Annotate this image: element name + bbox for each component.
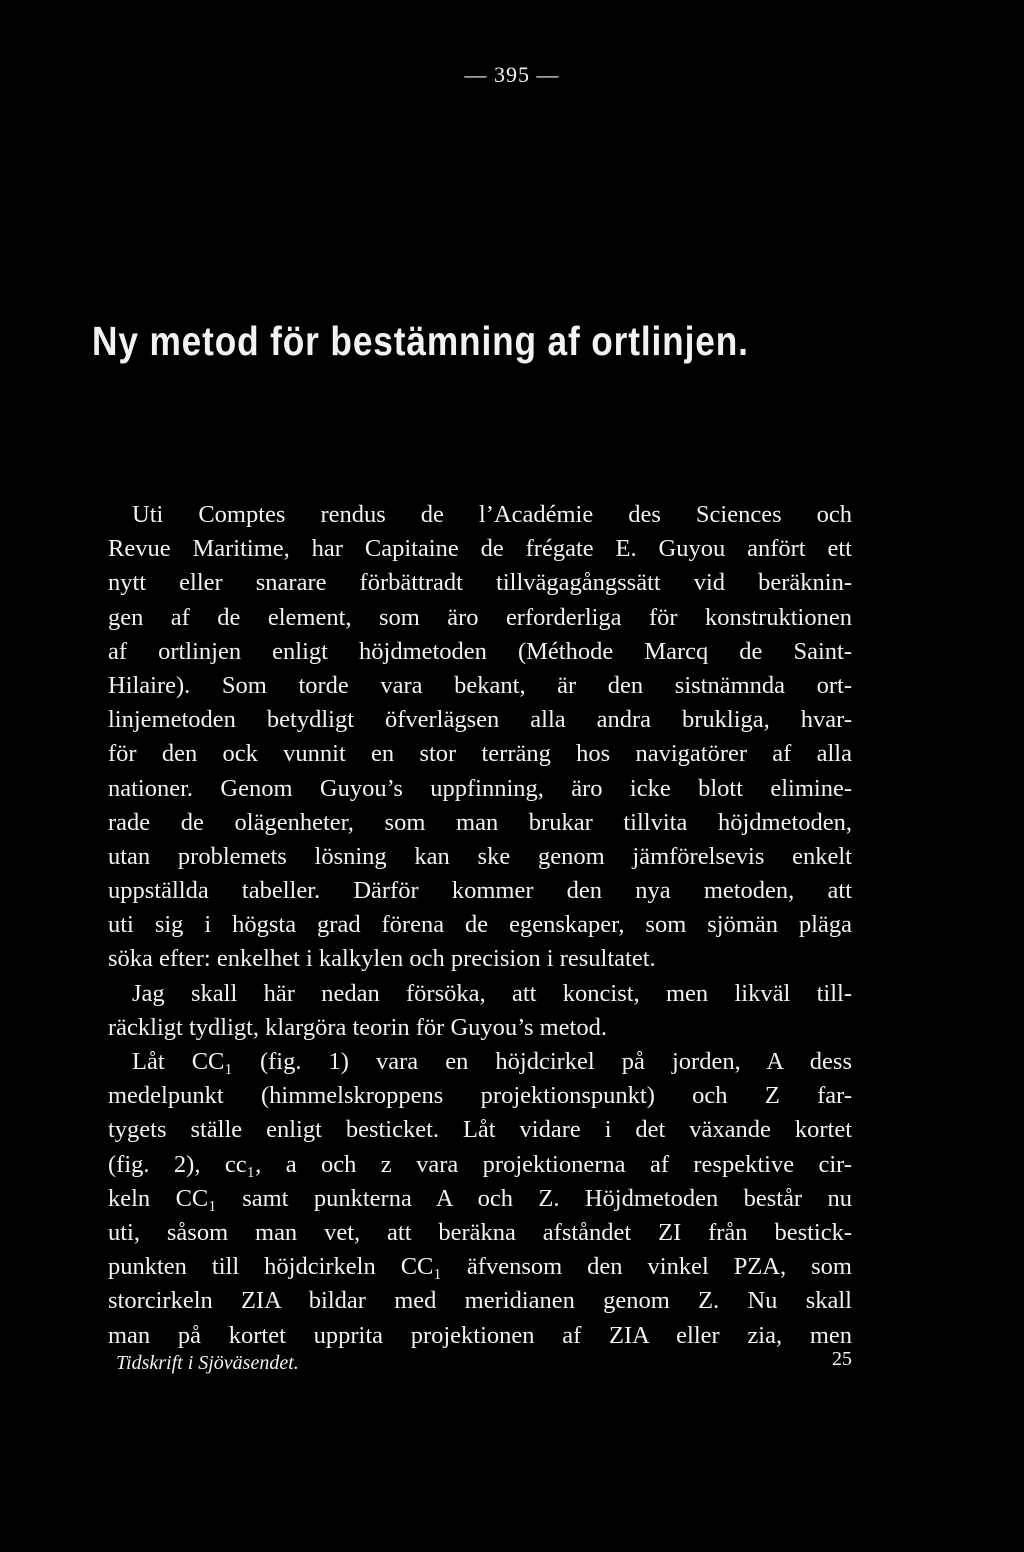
body-line: nytt eller snarare förbättradt tillvägagångssätt vid beräknin- <box>108 569 852 597</box>
sheet-number: 25 <box>832 1348 852 1370</box>
article-title: Ny metod för bestämning af ortlinjen. <box>92 318 749 364</box>
body-line: punkten till höjdcirkeln CC₁ äfvensom den vinkel PZA, som <box>108 1253 852 1281</box>
body-line: Låt CC₁ (fig. 1) vara en höjdcirkel på jorden, A dess <box>132 1048 852 1075</box>
body-line: gen af de element, som äro erforderliga för konstruktionen <box>108 603 852 631</box>
body-line: man på kortet upprita projektionen af ZIA eller zia, men <box>108 1321 852 1349</box>
body-line: af ortlinjen enligt höjdmetoden (Méthode Marcq de Saint- <box>108 637 852 665</box>
body-line: uti, såsom man vet, att beräkna afståndet ZI från bestick- <box>108 1218 852 1246</box>
body-line: Jag skall här nedan försöka, att koncist, men likväl till- <box>132 979 852 1007</box>
body-line: tygets ställe enligt besticket. Låt vidare i det växande kortet <box>108 1116 852 1144</box>
journal-name: Tidskrift i Sjöväsendet. <box>116 1352 299 1374</box>
body-line: storcirkeln ZIA bildar med meridianen genom Z. Nu skall <box>108 1287 852 1315</box>
body-line: utan problemets lösning kan ske genom jämförelsevis enkelt <box>108 842 852 870</box>
body-line: nationer. Genom Guyou’s uppfinning, äro icke blott elimine- <box>108 774 852 802</box>
body-line: medelpunkt (himmelskroppens projektionspunkt) och Z far- <box>108 1082 852 1110</box>
body-line: rade de olägenheter, som man brukar tillvita höjdmetoden, <box>108 808 852 836</box>
body-line: linjemetoden betydligt öfverlägsen alla andra brukliga, hvar- <box>108 706 852 734</box>
body-line: Hilaire). Som torde vara bekant, är den sistnämnda ort- <box>108 671 852 699</box>
body-line: (fig. 2), cc₁, a och z vara projektionerna af respektive cir- <box>108 1150 852 1178</box>
body-line: keln CC₁ samt punkterna A och Z. Höjdmetoden består nu <box>108 1184 852 1212</box>
body-line: uti sig i högsta grad förena de egenskaper, som sjömän pläga <box>108 911 852 939</box>
body-line: söka efter: enkelhet i kalkylen och precision i resultatet. <box>108 945 656 973</box>
body-line: Uti Comptes rendus de l’Académie des Sciences och <box>132 501 852 528</box>
body-line: uppställda tabeller. Därför kommer den nya metoden, att <box>108 877 852 905</box>
body-line: Revue Maritime, har Capitaine de frégate E. Guyou anfört ett <box>108 535 852 563</box>
body-line: räckligt tydligt, klargöra teorin för Guyou’s metod. <box>108 1013 607 1041</box>
article-body <box>108 498 852 1353</box>
page-footer <box>116 1348 852 1375</box>
page-number: — 395 — <box>464 62 560 87</box>
body-line: för den ock vunnit en stor terräng hos navigatörer af alla <box>108 740 852 768</box>
